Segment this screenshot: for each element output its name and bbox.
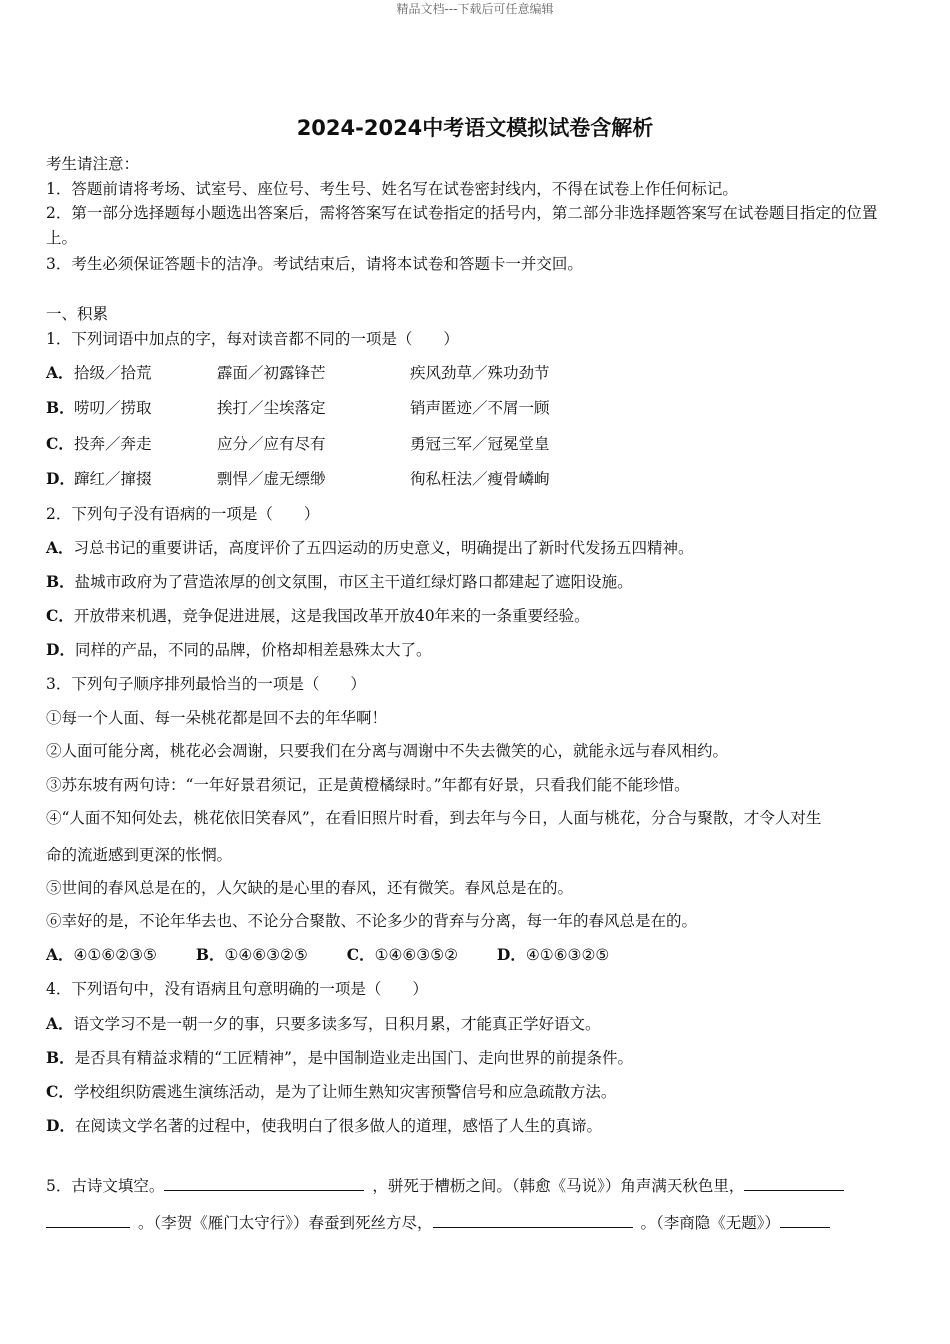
option-text: 开放带来机遇，竞争促进进展，这是我国改革开放40年来的一条重要经验。	[73, 607, 590, 625]
option-text: ④①⑥③②⑤	[525, 946, 610, 964]
option-text: ①④⑥③⑤②	[374, 946, 458, 964]
sentence: ⑤世间的春风总是在的，人欠缺的是心里的春风，还有微笑。春风总是在的。	[46, 879, 574, 897]
sentence: ③苏东坡有两句诗：“一年好景君须记，正是黄橙橘绿时。”年都有好景，只看我们能不能珍惜。	[46, 776, 690, 794]
option-label: C．	[346, 945, 375, 964]
question-stem: 3．下列句子顺序排列最恰当的一项是（ ）	[46, 675, 366, 693]
notice-item: 1．答题前请将考场、试室号、座位号、考生号、姓名写在试卷密封线内，不得在试卷上作任何标记。	[46, 180, 738, 198]
option-label: D．	[496, 945, 526, 964]
option-label: D．	[46, 469, 75, 488]
option-cell: 剽悍／虚无缥缈	[217, 470, 326, 488]
fill-in-text: ，骈死于槽枥之间。（韩愈《马说》）角声满天秋色里，	[372, 1177, 745, 1195]
sentence: ⑥幸好的是，不论年华去也、不论分合聚散、不论多少的背弃与分离，每一年的春风总是在的。	[46, 912, 698, 930]
option-text: ④①⑥②③⑤	[73, 946, 157, 964]
option-line	[46, 1114, 602, 1136]
fill-in-text: 。（李商隐《无题》）	[640, 1214, 781, 1232]
option-label: B．	[46, 572, 75, 591]
notice-item: 2．第一部分选择题每小题选出答案后，需将答案写在试卷指定的括号内，第二部分非选择题答案写在试卷题目指定的位置上。	[46, 204, 878, 247]
sentence: 命的流逝感到更深的怅惘。	[46, 846, 233, 864]
option-line	[46, 1080, 616, 1102]
option-text: 同样的产品，不同的品牌，价格却相差悬殊太大了。	[74, 641, 432, 659]
option-cell: 疾风劲草／殊功劲节	[410, 364, 550, 382]
answer-blank[interactable]	[46, 1211, 130, 1228]
option-line	[46, 570, 633, 592]
fill-in-text: 。（李贺《雁门太守行》）春蚕到死丝方尽，	[138, 1214, 433, 1232]
option-text: 语文学习不是一朝一夕的事，只要多读多写，日积月累，才能真正学好语文。	[73, 1015, 601, 1033]
page-title: 2024-2024中考语文模拟试卷含解析	[296, 116, 654, 140]
answer-blank[interactable]	[164, 1174, 364, 1191]
option-label: A．	[46, 945, 74, 964]
answer-blank[interactable]	[744, 1174, 844, 1191]
option-label: C．	[46, 1082, 74, 1101]
question-stem: 5．古诗文填空。	[46, 1177, 165, 1195]
option-line	[46, 1046, 633, 1068]
sentence: ①每一个人面、每一朵桃花都是回不去的年华啊！	[46, 709, 388, 727]
option-cell: 霹面／初露锋芒	[217, 364, 326, 382]
option-label: B．	[46, 1048, 75, 1067]
option-cell: 投奔／奔走	[74, 435, 152, 453]
option-label: A．	[46, 363, 74, 382]
q3-options	[46, 943, 609, 965]
option-cell: 徇私枉法／瘦骨嶙峋	[410, 470, 550, 488]
option-text: 在阅读文学名著的过程中，使我明白了很多做人的道理，感悟了人生的真谛。	[74, 1117, 602, 1135]
option-text: 学校组织防震逃生演练活动，是为了让师生熟知灾害预警信号和应急疏散方法。	[73, 1083, 617, 1101]
option-text: 是否具有精益求精的“工匠精神”，是中国制造业走出国门、走向世界的前提条件。	[74, 1049, 633, 1067]
sentence: ②人面可能分离，桃花必会凋谢，只要我们在分离与凋谢中不失去微笑的心，就能永远与春风相约。	[46, 742, 729, 760]
option-cell: 挨打／尘埃落定	[217, 399, 326, 417]
option-line	[46, 604, 590, 626]
fill-in-line	[46, 1211, 830, 1233]
option-line	[46, 638, 431, 660]
answer-blank[interactable]	[433, 1211, 633, 1228]
question-stem: 4．下列语句中，没有语病且句意明确的一项是（ ）	[46, 980, 428, 998]
option-label: B．	[195, 945, 225, 964]
option-cell: 销声匿迹／不屑一顾	[410, 399, 550, 417]
option-cell: 勇冠三军／冠冕堂皇	[410, 435, 550, 453]
option-label: B．	[46, 398, 75, 417]
option-label: A．	[46, 1014, 74, 1033]
option-cell: 拾级／拾荒	[74, 364, 152, 382]
option-label: C．	[46, 434, 74, 453]
section-title: 一、积累	[46, 305, 109, 323]
question-stem: 1．下列词语中加点的字，每对读音都不同的一项是（ ）	[46, 330, 459, 348]
option-text: 盐城市政府为了营造浓厚的创文氛围，市区主干道红绿灯路口都建起了遮阳设施。	[74, 573, 633, 591]
notice-item: 3．考生必须保证答题卡的洁净。考试结束后，请将本试卷和答题卡一并交回。	[46, 255, 583, 273]
sentence: ④“人面不知何处去，桃花依旧笑春风”，在看旧照片时看，到去年与今日，人面与桃花，分合与聚散，才令人对生	[46, 809, 822, 827]
option-cell: 唠叨／捞取	[74, 399, 152, 417]
watermark: 精品文档---下载后可任意编辑	[396, 2, 554, 16]
option-label: D．	[46, 640, 75, 659]
answer-blank[interactable]	[780, 1211, 830, 1228]
notice-heading: 考生请注意：	[46, 155, 140, 173]
option-label: D．	[46, 1116, 75, 1135]
option-label: A．	[46, 538, 74, 557]
option-cell: 应分／应有尽有	[217, 435, 326, 453]
question-stem: 2．下列句子没有语病的一项是（ ）	[46, 505, 320, 523]
fill-in-line	[46, 1174, 844, 1196]
option-line	[46, 1012, 601, 1034]
option-text: 习总书记的重要讲话，高度评价了五四运动的历史意义，明确提出了新时代发扬五四精神。	[73, 539, 694, 557]
option-text: ①④⑥③②⑤	[224, 946, 308, 964]
option-cell: 蹿红／撺掇	[74, 470, 152, 488]
option-label: C．	[46, 606, 74, 625]
option-line	[46, 536, 694, 558]
